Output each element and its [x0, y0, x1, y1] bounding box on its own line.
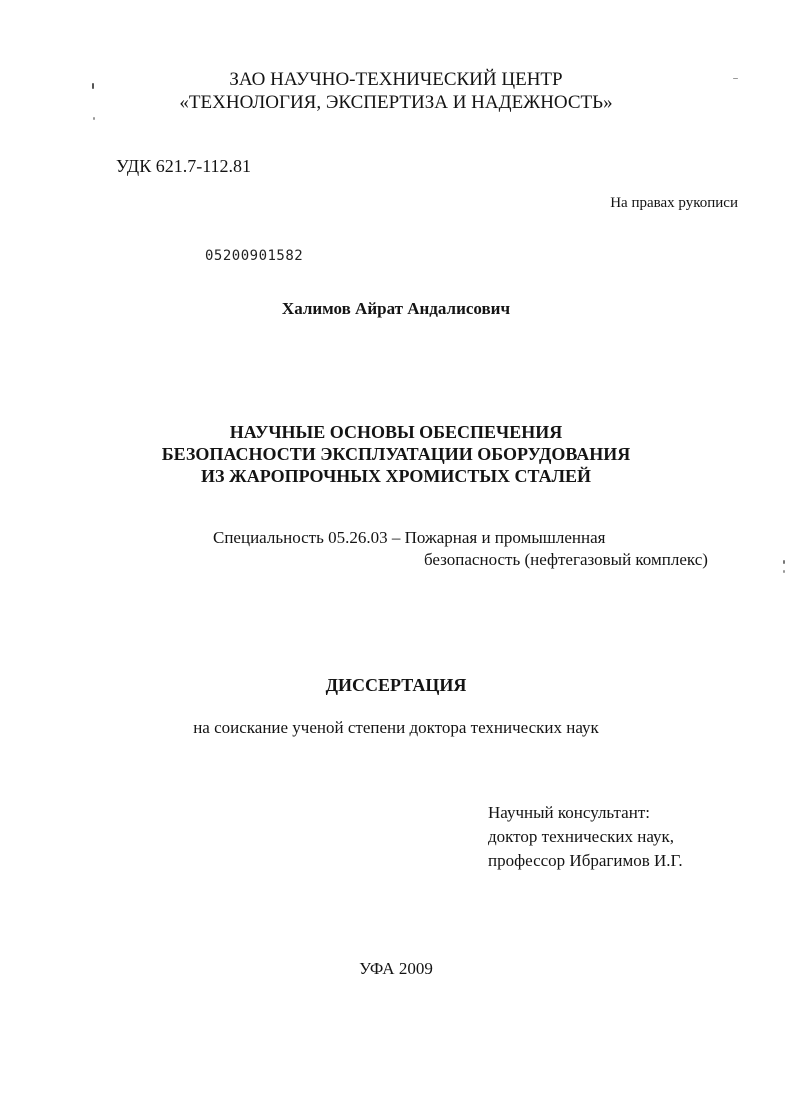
organization-name-line2: «ТЕХНОЛОГИЯ, ЭКСПЕРТИЗА И НАДЕЖНОСТЬ»	[179, 92, 613, 113]
scan-speck	[92, 83, 94, 89]
document-type: ДИССЕРТАЦИЯ	[325, 675, 467, 695]
udk-code: УДК 621.7-112.81	[116, 156, 252, 176]
dissertation-title-line2: БЕЗОПАСНОСТИ ЭКСПЛУАТАЦИИ ОБОРУДОВАНИЯ	[161, 444, 631, 464]
degree-purpose: на соискание ученой степени доктора технических наук	[193, 718, 599, 737]
city-year: УФА 2009	[359, 959, 433, 978]
scan-speck	[733, 78, 738, 79]
scan-speck	[783, 570, 785, 573]
scan-speck	[783, 560, 785, 564]
scan-speck	[93, 117, 95, 120]
rights-note: На правах рукописи	[610, 195, 738, 211]
specialty-line2: безопасность (нефтегазовый комплекс)	[424, 550, 708, 569]
advisor-heading: Научный консультант:	[488, 803, 650, 822]
organization-name-line1: ЗАО НАУЧНО-ТЕХНИЧЕСКИЙ ЦЕНТР	[229, 69, 563, 90]
advisor-degree: доктор технических наук,	[488, 827, 675, 846]
dissertation-title-line3: ИЗ ЖАРОПРОЧНЫХ ХРОМИСТЫХ СТАЛЕЙ	[200, 466, 592, 486]
advisor-name: профессор Ибрагимов И.Г.	[488, 851, 683, 870]
dissertation-title-line1: НАУЧНЫЕ ОСНОВЫ ОБЕСПЕЧЕНИЯ	[229, 422, 563, 442]
author-name: Халимов Айрат Андалисович	[281, 299, 511, 318]
registration-code: 05200901582	[205, 248, 304, 264]
specialty-line1: Специальность 05.26.03 – Пожарная и промышленная	[213, 528, 606, 547]
